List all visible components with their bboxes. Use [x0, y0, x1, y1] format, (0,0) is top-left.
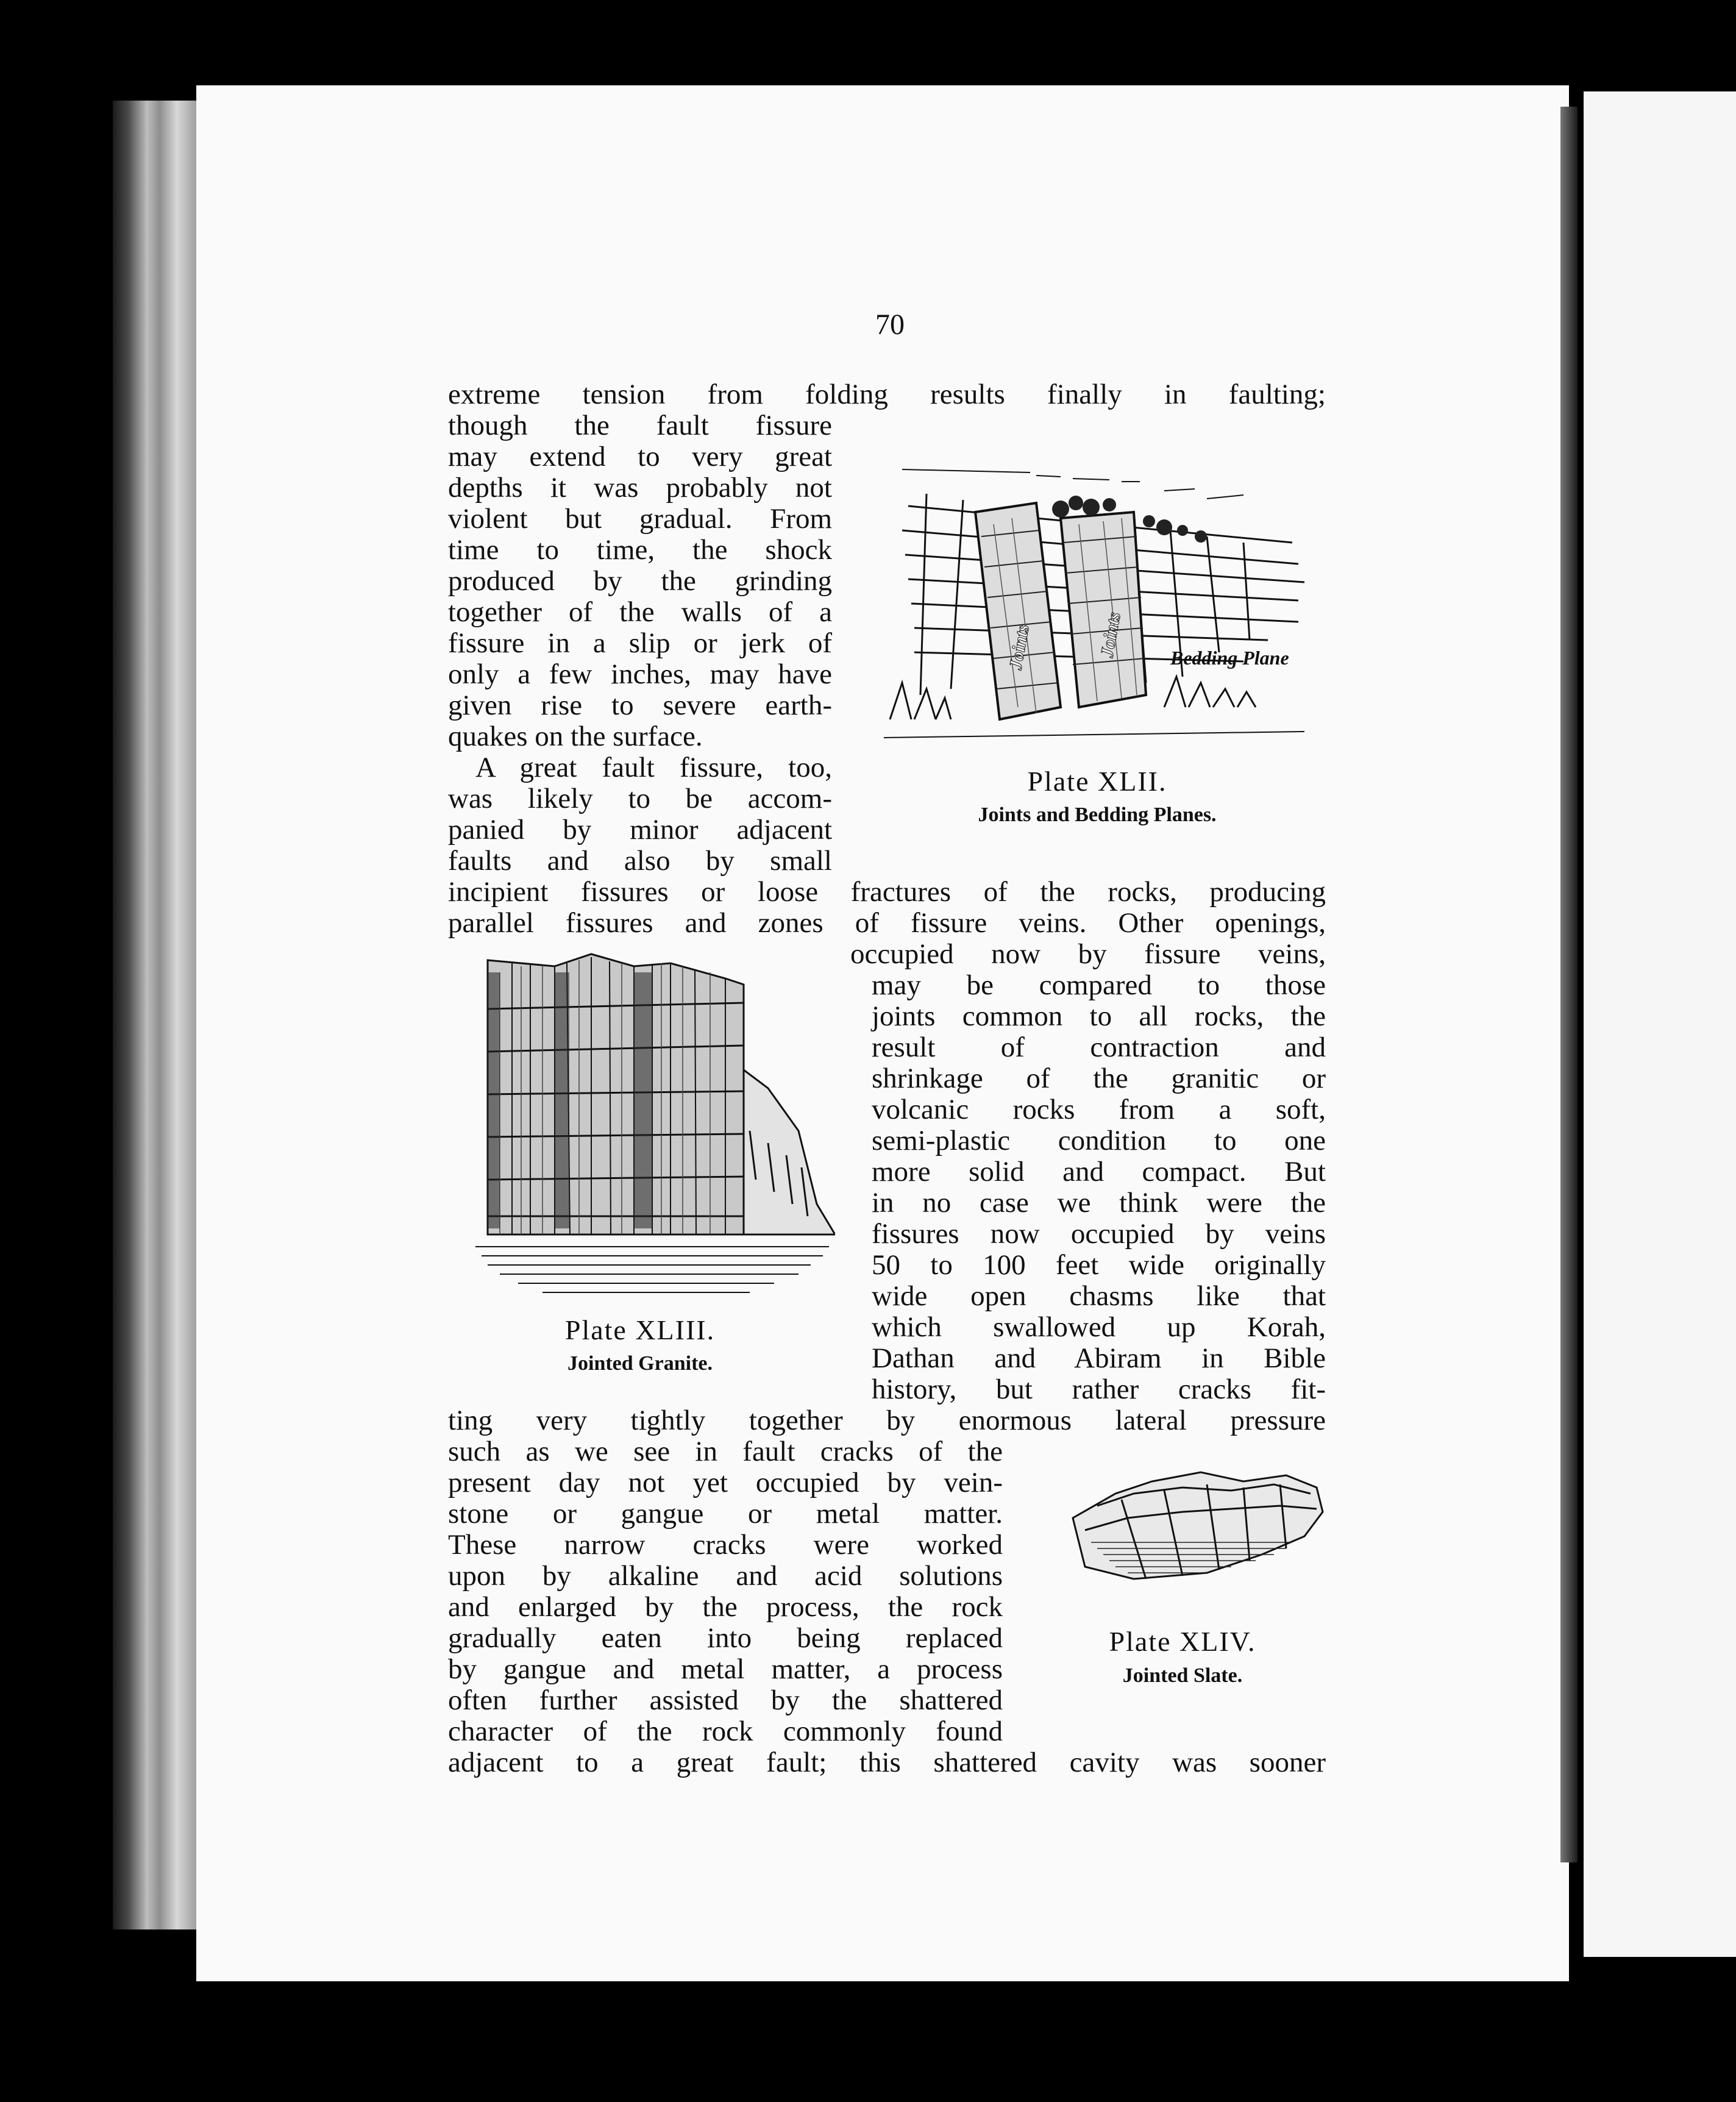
text-line: depths it was probably not	[448, 472, 832, 504]
text-line: upon by alkaline and acid solutions	[448, 1560, 1003, 1592]
text-line: result of contraction and	[872, 1031, 1326, 1063]
text-line: fissure in a slip or jerk of	[448, 627, 832, 659]
text-line: adjacent to a great fault; this shattered cavity was sooner	[448, 1747, 1326, 1778]
book-binding-edge	[113, 101, 198, 1929]
text-line: and enlarged by the process, the rock	[448, 1591, 1003, 1623]
text-line: together of the walls of a	[448, 596, 832, 628]
text-line: violent but gradual. From	[448, 503, 832, 535]
page-gutter	[1560, 107, 1578, 1862]
text-line: wide open chasms like that	[872, 1280, 1326, 1312]
text-line: shrinkage of the granitic or	[872, 1063, 1326, 1094]
plate-xlii-caption: Joints and Bedding Planes.	[978, 803, 1217, 826]
text-line: Dathan and Abiram in Bible	[872, 1342, 1326, 1374]
text-line: A great fault fissure, too,	[475, 752, 832, 783]
joints-label-a: Joints	[1005, 622, 1033, 672]
plate-xlii-title: Plate XLII.	[1027, 766, 1167, 797]
plate-xliii-title: Plate XLIII.	[564, 1314, 716, 1345]
text-line: ting very tightly together by enormous lateral pressure	[448, 1405, 1326, 1436]
text-line: parallel fissures and zones of fissure veins. Other openings,	[448, 907, 1326, 939]
text-line: joints common to all rocks, the	[872, 1000, 1326, 1032]
text-line: These narrow cracks were worked	[448, 1529, 1003, 1561]
text-line: present day not yet occupied by vein-	[448, 1467, 1003, 1498]
text-line: quakes on the surface.	[448, 721, 703, 752]
text-line: semi-plastic condition to one	[872, 1125, 1326, 1156]
text-line: panied by minor adjacent	[448, 814, 832, 846]
plate-xliii-illustration	[469, 948, 835, 1302]
text-line: may extend to very great	[448, 441, 832, 472]
text-line: stone or gangue or metal matter.	[448, 1498, 1003, 1530]
text-line: only a few inches, may have	[448, 658, 832, 690]
text-line: faults and also by small	[448, 845, 832, 877]
text-line: time to time, the shock	[448, 534, 832, 566]
text-line: volcanic rocks from a soft,	[872, 1094, 1326, 1125]
text-line: in no case we think were the	[872, 1187, 1326, 1219]
text-line: gradually eaten into being replaced	[448, 1622, 1003, 1654]
text-line: history, but rather cracks fit-	[872, 1373, 1326, 1405]
text-line: extreme tension from folding results finally in faulting;	[448, 379, 1326, 410]
plate-xliii-caption: Jointed Granite.	[567, 1352, 713, 1375]
facing-page-edge	[1584, 91, 1736, 1957]
plate-xliv-caption: Jointed Slate.	[1122, 1664, 1243, 1687]
plate-xliv-illustration	[1061, 1457, 1329, 1603]
plate-xlii-illustration	[878, 451, 1317, 744]
plate-xliv-title: Plate XLIV.	[1109, 1626, 1256, 1657]
text-line: by gangue and metal matter, a process	[448, 1653, 1003, 1685]
page-number: 70	[875, 308, 905, 341]
text-line: incipient fissures or loose fractures of the rocks, producing	[448, 876, 1326, 908]
text-line: occupied now by fissure veins,	[850, 938, 1326, 970]
text-line: character of the rock commonly found	[448, 1715, 1003, 1747]
text-line: though the fault fissure	[448, 410, 832, 441]
text-line: such as we see in fault cracks of the	[448, 1436, 1003, 1467]
text-line: more solid and compact. But	[872, 1156, 1326, 1188]
text-line: given rise to severe earth-	[448, 689, 832, 721]
text-line: may be compared to those	[872, 969, 1326, 1001]
text-line: often further assisted by the shattered	[448, 1684, 1003, 1716]
bedding-plane-label: Bedding Plane	[1170, 647, 1289, 669]
text-line: which swallowed up Korah,	[872, 1311, 1326, 1343]
text-line: fissures now occupied by veins	[872, 1218, 1326, 1250]
text-line: produced by the grinding	[448, 565, 832, 597]
text-line: was likely to be accom-	[448, 783, 832, 814]
joints-label-b: Joints	[1097, 610, 1125, 660]
text-line: 50 to 100 feet wide originally	[872, 1249, 1326, 1281]
